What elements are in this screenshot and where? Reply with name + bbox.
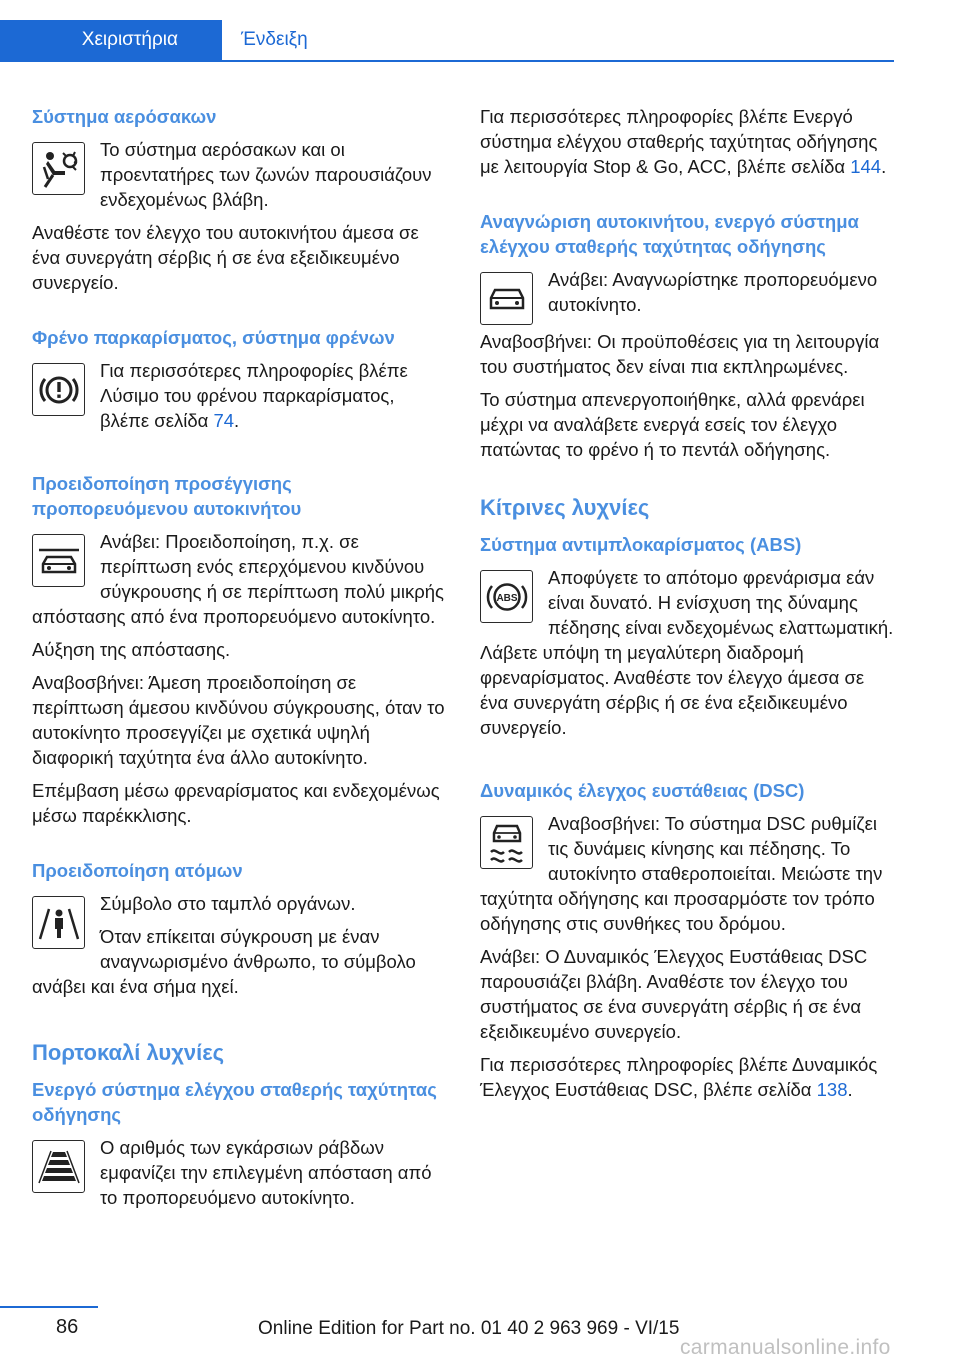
heading-parking-brake: Φρένο παρκαρίσματος, σύστημα φρένων [32,327,395,348]
acc-more-info: Για περισσότερες πληροφορίες βλέπε Ενεργό σύστημα ελέγχου σταθερής ταχύτητας οδήγησης με λειτουργία Stop & Go, ACC, βλέπε σελίδα 144. [480,106,887,177]
heading-airbag: Σύστημα αερόσακων [32,106,217,127]
tab-controls[interactable]: Χειριστήρια [0,20,222,60]
airbag-text-1: Το σύστημα αερόσακων και οι προεντατήρες των ζωνών παρουσιάζουν ενδεχομένως βλάβη. [100,139,432,210]
entry-abs [480,565,896,748]
dsc-text-3: Για περισσότερες πληροφορίες βλέπε Δυναμικός Έλεγχος Ευστάθειας DSC, βλέπε σελίδα 138. [480,1054,878,1100]
heading-approach-warning: Προειδοποίηση προσέγγισης προπορευόμενου αυτοκινήτου [32,473,302,519]
page-number: 86 [56,1316,79,1338]
dsc-text-2: Ανάβει: Ο Δυναμικός Έλεγχος Ευστάθειας DSC παρουσιάζει βλάβη. Αναθέστε τον έλεγχο του συστήματος σε ένα συνεργάτη σέρβις ή σε ένα εξειδικευμένο συνεργείο. [480,946,868,1042]
entry-active-cruise [32,1135,448,1218]
pedestrian-warning-icon [32,896,85,949]
entry-approach-warning [32,529,448,637]
dsc-text-1: Αναβοσβήνει: Το σύστημα DSC ρυθμίζει τις δυνάμεις κίνησης και πέδησης. Το αυτοκίνητο σταθεροποιείται. Μειώστε την ταχύτητα οδήγησης και προσαρμόστε τον τρόπο οδήγησης στις συνθήκες του δρόμου. [480,813,883,934]
vehicle-detected-icon [480,272,533,325]
active-cruise-text: Ο αριθμός των εγκάρσιων ράβδων εμφανίζει την επιλεγμένη απόσταση από το προπορευόμενο αυτοκίνητο. [100,1137,432,1208]
approach-text-1: Ανάβει: Προειδοποίηση, π.χ. σε περίπτωση ενός επερχόμενου κινδύνου σύγκρουσης ή σε περίπτωση πολύ μικρής απόστασης από ένα προπορευόμενο αυτοκίνητο. [32,531,444,627]
vehicle-detected-text-1: Ανάβει: Αναγνωρίστηκε προπορευόμενο αυτοκίνητο. [548,269,878,315]
approach-text-2: Αύξηση της απόστασης. [32,639,231,660]
person-text-1: Σύμβολο στο ταμπλό οργάνων. [100,893,356,914]
heading-dsc: Δυναμικός έλεγχος ευστάθειας (DSC) [480,780,805,801]
watermark: carmanualsonline.info [680,1336,891,1359]
heading-active-cruise: Ενεργό σύστημα ελέγχου σταθερής ταχύτητας οδήγησης [32,1079,437,1125]
brake-warning-icon [32,363,85,416]
heading-orange-lights: Πορτοκαλί λυχνίες [32,1040,225,1065]
airbag-text-2: Αναθέστε τον έλεγχο του αυτοκινήτου άμεσα σε ένα συνεργάτη σέρβις ή σε ένα εξειδικευμένο συνεργείο. [32,222,419,293]
dsc-skid-icon [480,816,533,869]
heading-person-warning: Προειδοποίηση ατόμων [32,860,243,881]
approach-text-3: Αναβοσβήνει: Άμεση προειδοποίηση σε περίπτωση άμεσου κινδύνου σύγκρουσης, όταν το αυτοκίνητο προσεγγίζει με σχετικά υψηλή διαφορική ταχύτητα ένα άλλο αυτοκίνητο. [32,672,445,768]
entry-vehicle-detected [480,267,896,329]
page-link-74[interactable]: 74 [213,410,235,431]
page-link-144[interactable]: 144 [850,156,882,177]
heading-abs: Σύστημα αντιμπλοκαρίσματος (ABS) [480,534,802,555]
heading-vehicle-detected: Αναγνώριση αυτοκινήτου, ενεργό σύστημα ελέγχου σταθερής ταχύτητας οδήγησης [480,211,859,257]
approach-text-4: Επέμβαση μέσω φρεναρίσματος και ενδεχομένως μέσω παρέκκλισης. [32,780,440,826]
vehicle-detected-text-3: Το σύστημα απενεργοποιήθηκε, αλλά φρενάρει μέχρι να αναλάβετε ενεργά εσείς τον έλεγχο πατώντας το φρένο ή το πεντάλ οδήγησης. [480,389,865,460]
footer-rule [0,1306,98,1308]
entry-dsc [480,811,896,944]
tab-display[interactable]: Ένδειξη [222,20,326,60]
page-link-138[interactable]: 138 [816,1079,848,1100]
abs-icon [480,570,533,623]
entry-parking-brake [32,358,448,441]
abs-icon-label: ABS [495,592,518,604]
abs-text: Αποφύγετε το απότομο φρενάρισμα εάν είναι δυνατό. Η ενίσχυση της δύναμης πέδησης είναι ενδεχομένως ελαττωματική. Λάβετε υπόψη τη μεγαλύτερη διαδρομή φρεναρίσματος. Αναθέστε τον έλεγχο άμεσα σε ένα συνεργάτη σέρβις ή σε ένα εξειδικευμένο συνεργείο. [480,567,894,738]
heading-yellow-lights: Κίτρινες λυχνίες [480,495,650,520]
distance-bars-icon [32,1140,85,1193]
car-ahead-warning-icon [32,534,85,587]
edition-note: Online Edition for Part no. 01 40 2 963 969 - VI/15 [258,1318,680,1339]
vehicle-detected-text-2: Αναβοσβήνει: Οι προϋποθέσεις για τη λειτουργία του συστήματος δεν είναι πια εκπληρωμένες. [480,331,880,377]
entry-airbag [32,137,448,220]
person-text-2: Όταν επίκειται σύγκρουση με έναν αναγνωρισμένο άνθρωπο, το σύμβολο ανάβει και ένα σήμα ηχεί. [32,926,416,997]
header-bar [0,0,894,62]
entry-person-warning [32,891,448,1007]
left-column [32,100,448,1218]
airbag-icon [32,142,85,195]
right-column [480,100,896,1110]
parking-brake-text: Για περισσότερες πληροφορίες βλέπε Λύσιμο του φρένου παρκαρίσματος, βλέπε σελίδα 74. [100,360,408,431]
